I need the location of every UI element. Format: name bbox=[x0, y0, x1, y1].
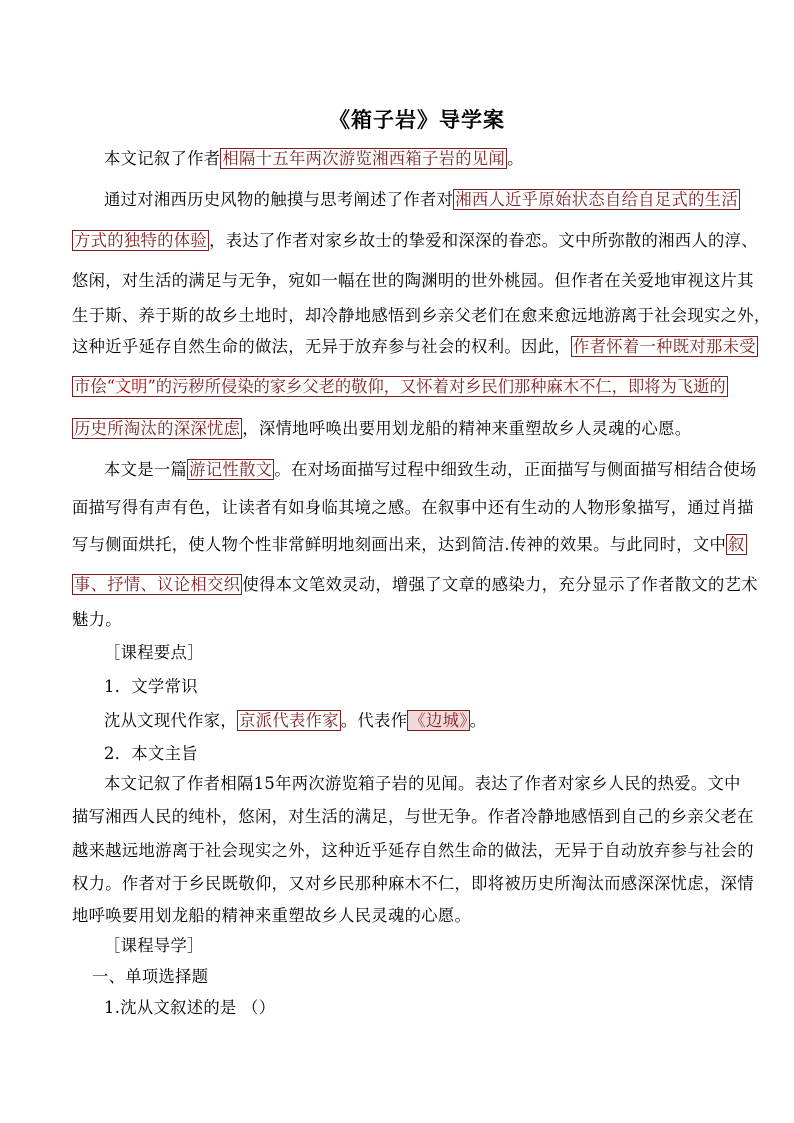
text: 。代表作 bbox=[340, 711, 408, 730]
paragraph-line bbox=[104, 459, 757, 481]
list-item: 2．本文主旨 bbox=[104, 744, 198, 763]
document-title: 《箱子岩》导学案 bbox=[329, 108, 505, 132]
text: 本文是一篇 bbox=[104, 460, 188, 479]
paragraph-line bbox=[72, 230, 758, 252]
section-heading: ［课程要点］ bbox=[104, 643, 204, 662]
subsection-heading: 一、单项选择题 bbox=[92, 967, 209, 986]
text: ，深情地呼唤出要用划龙船的精神来重塑故乡人灵魂的心愿。 bbox=[242, 419, 692, 438]
paragraph-line: 权力。作者对于乡民既敬仰，又对乡民那种麻木不仁，即将被历史所淘汰而感深深忧虑，深情 bbox=[72, 874, 754, 893]
highlight-box: 方式的独特的体验 bbox=[74, 231, 208, 250]
highlight-box: 历史所淘汰的深深忧虑 bbox=[74, 419, 241, 438]
paragraph-line bbox=[104, 710, 486, 732]
paragraph-line: 地呼唤要用划龙船的精神来重塑故乡人民灵魂的心愿。 bbox=[72, 906, 472, 925]
paragraph-line: 描写湘西人民的纯朴，悠闲，对生活的满足，与世无争。作者冷静地感悟到自己的乡亲父老在 bbox=[72, 807, 754, 826]
highlight-box: 湘西人近乎原始状态自给自足式的生活 bbox=[455, 190, 738, 209]
highlight-box: 游记性散文 bbox=[189, 460, 273, 479]
paragraph-line: 魅力。 bbox=[72, 610, 122, 629]
highlight-box-filled: 《边城》 bbox=[409, 711, 468, 730]
highlight-box: 相隔十五年两次游览湘西箱子岩的见闻 bbox=[222, 149, 506, 168]
question-item: 1.沈从文叙述的是 （） bbox=[104, 998, 276, 1017]
list-item: 1．文学常识 bbox=[104, 677, 198, 696]
text: 的污秽所侵染的家乡父老的敬仰，又怀着对乡民们那种麻木不仁，即将为飞逝的 bbox=[155, 377, 726, 396]
text: 使得本文笔效灵动，增强了文章的感染力，充分显示了作者散文的艺术 bbox=[242, 575, 758, 594]
section-heading: ［课程导学］ bbox=[104, 936, 204, 955]
paragraph-line bbox=[72, 376, 728, 398]
highlight-box: 作者怀着一种既对那未受 bbox=[572, 337, 756, 356]
paragraph-line bbox=[104, 189, 740, 211]
text: 。 bbox=[507, 149, 524, 168]
paragraph-line: 生于斯、养于斯的故乡土地时，却冷静地感悟到乡亲父老们在愈来愈远地游离于社会现实之外， bbox=[72, 306, 771, 325]
paragraph-line bbox=[72, 574, 758, 596]
highlight-box bbox=[72, 376, 728, 397]
paragraph-line: 悠闲，对生活的满足与无争，宛如一幅在世的陶渊明的世外桃园。但作者在关爱地审视这片其 bbox=[72, 271, 754, 290]
text: 通过对湘西历史风物的触摸与思考阐述了作者对 bbox=[104, 190, 454, 209]
highlight-box: 叙 bbox=[728, 535, 745, 554]
paragraph-line bbox=[72, 534, 747, 556]
intro-paragraph bbox=[104, 148, 524, 170]
paragraph-line: 越来越远地游离于社会现实之外，这种近乎延存自然生命的做法，无异于自动放弃参与社会的 bbox=[72, 841, 754, 860]
paragraph-line: 面描写得有声有色，让读者有如身临其境之感。在叙事中还有生动的人物形象描写，通过肖描 bbox=[72, 498, 754, 517]
text: 沈从文现代作家， bbox=[104, 711, 238, 730]
paragraph-line bbox=[72, 418, 691, 440]
paragraph-line: 本文记叙了作者相隔15年两次游览箱子岩的见闻。表达了作者对家乡人民的热爱。文中 bbox=[104, 774, 741, 793]
text: ，表达了作者对家乡故士的挚爱和深深的眷恋。文中所弥散的湘西人的淳、 bbox=[209, 231, 758, 250]
text: 。 bbox=[469, 711, 487, 730]
text: 本文记叙了作者 bbox=[104, 149, 221, 168]
text: 这种近乎延存自然生命的做法，无异于放弃参与社会的权利。因此， bbox=[72, 337, 571, 356]
text: 。在对场面描写过程中细致生动，正面描写与侧面描写相结合使场 bbox=[274, 460, 757, 479]
quote-text: “文明” bbox=[106, 377, 156, 396]
text: 市侩 bbox=[74, 377, 107, 396]
paragraph-line bbox=[72, 336, 758, 358]
highlight-box: 事、抒情、议论相交织 bbox=[74, 575, 241, 594]
text: 写与侧面烘托，使人物个性非常鲜明地刻画出来，达到简洁.传神的效果。与此同时，文中 bbox=[72, 535, 727, 554]
highlight-box: 京派代表作家 bbox=[239, 711, 339, 730]
